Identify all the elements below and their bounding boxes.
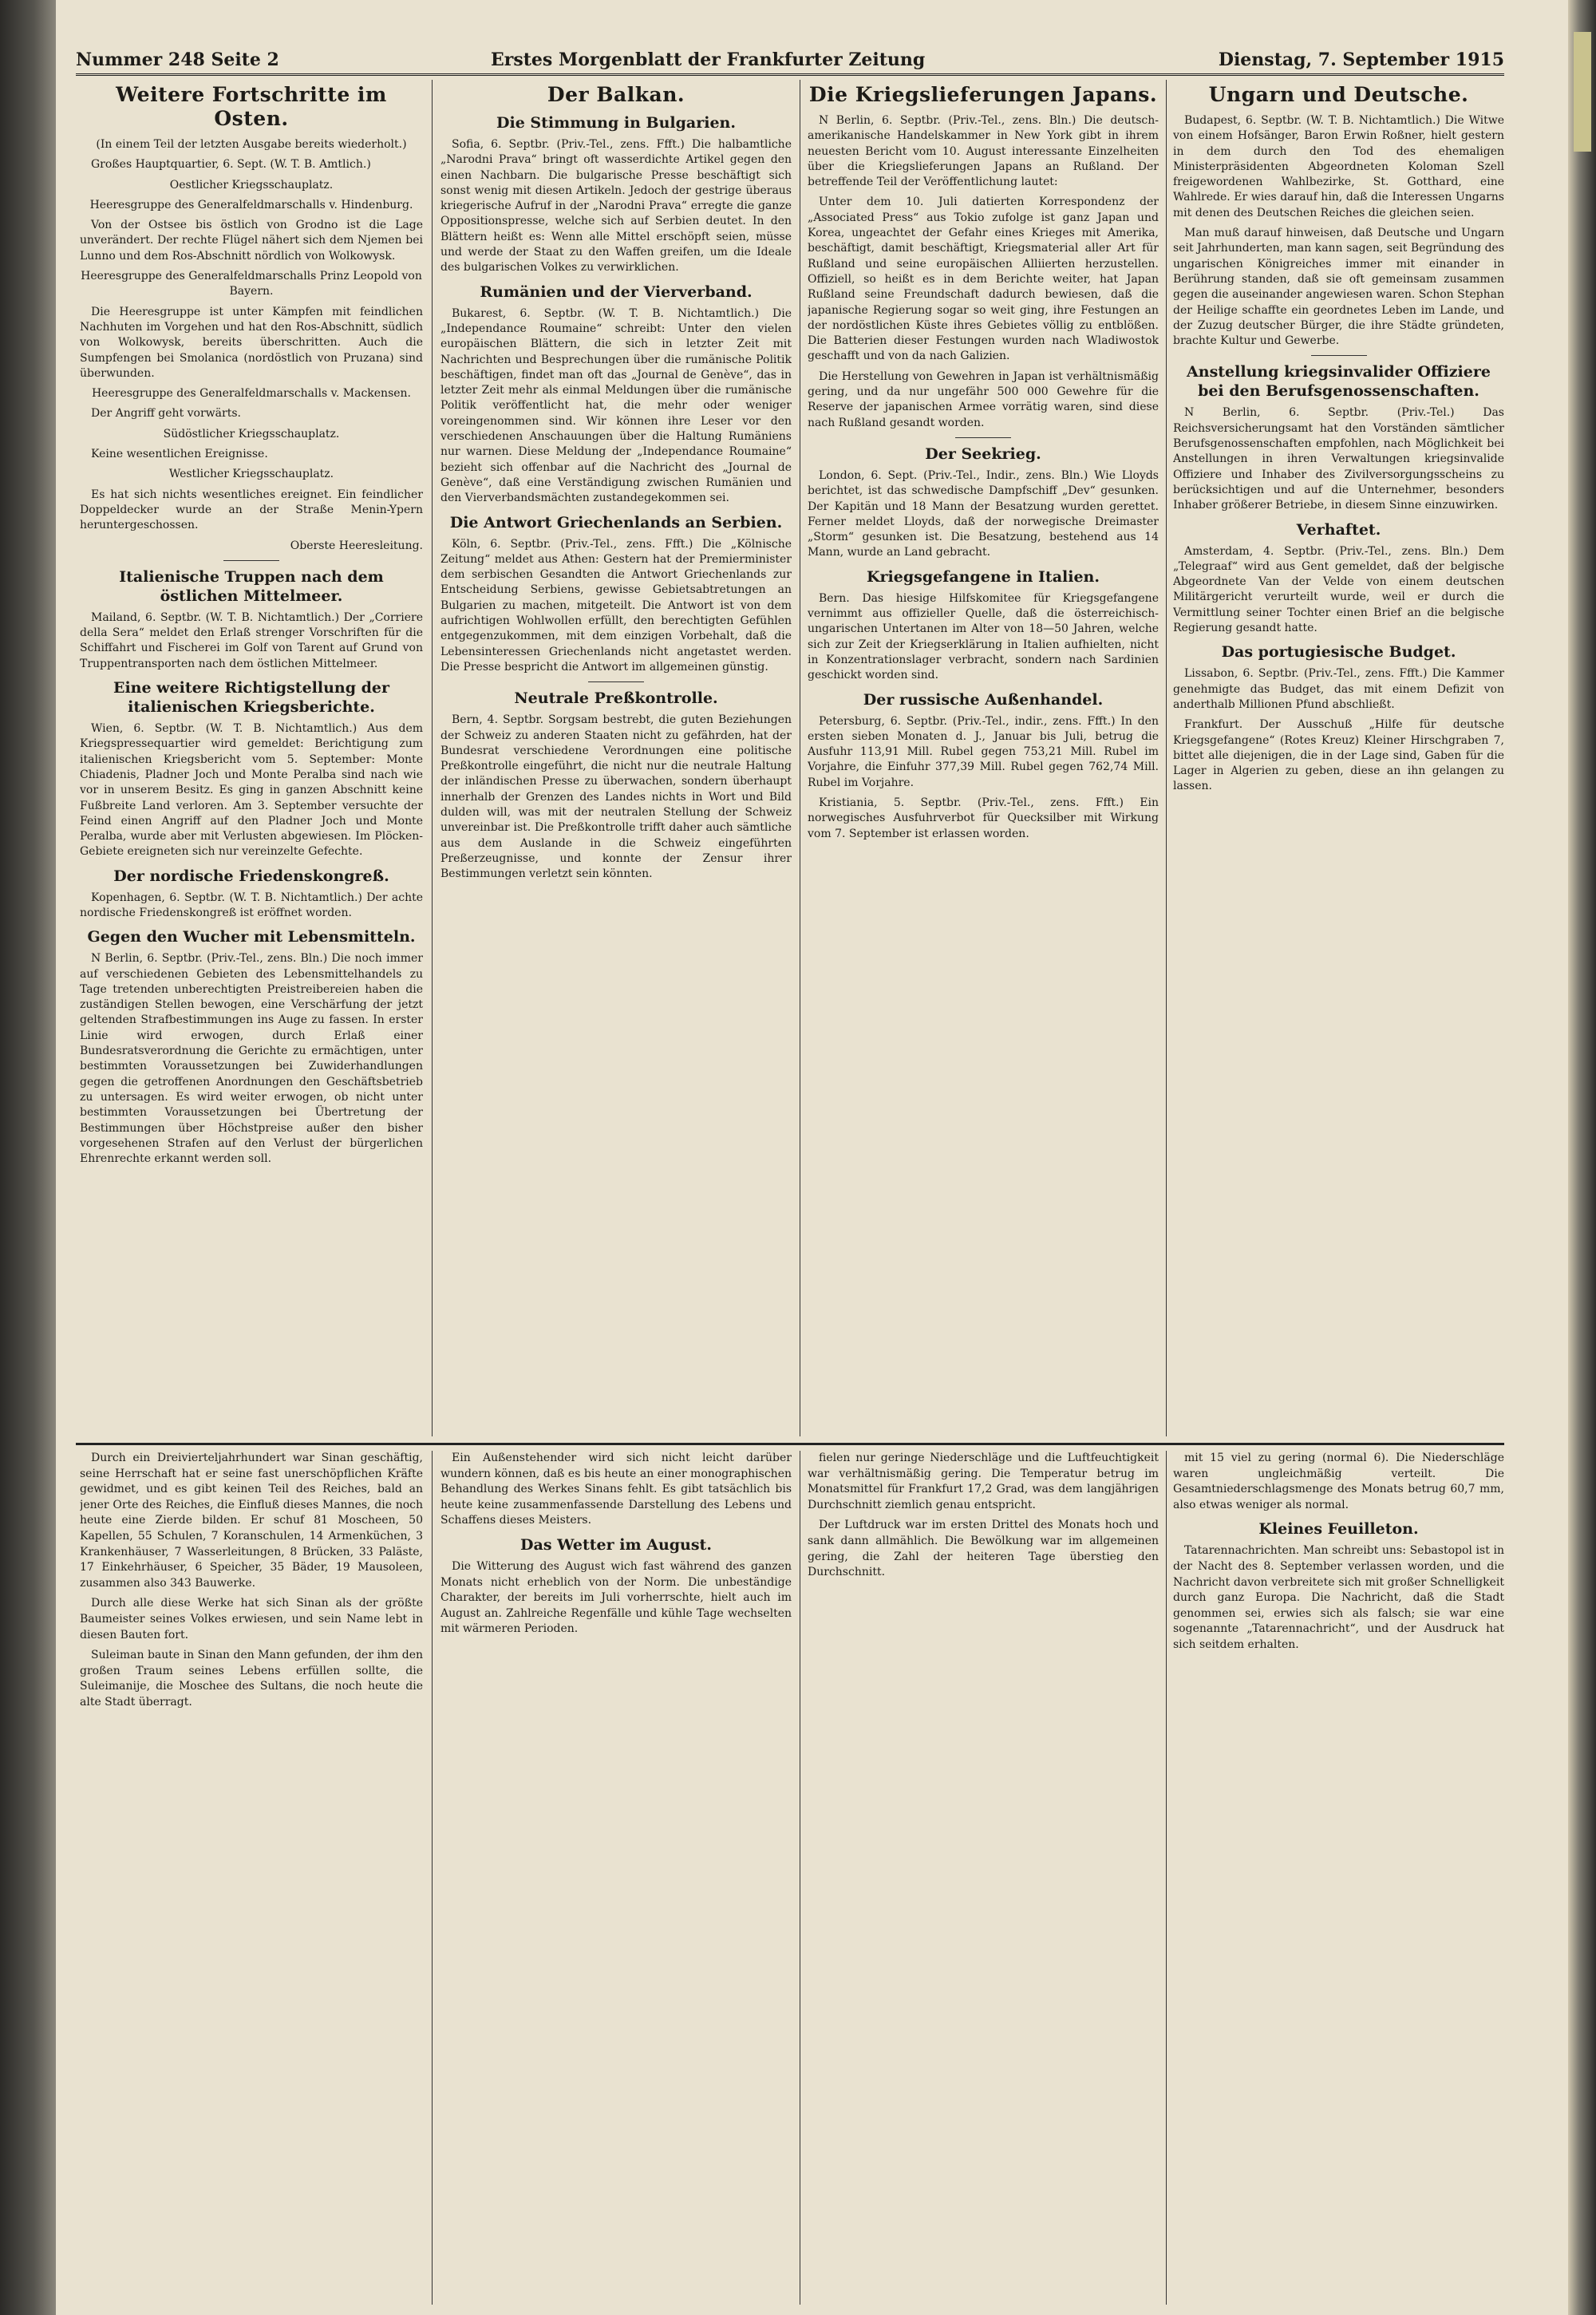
- subhead: Heeresgruppe des Generalfeldmarschalls v. Hindenburg.: [89, 198, 413, 211]
- feuilleton-column-3: [808, 1451, 1159, 2305]
- headline: Kriegsgefangene in Italien.: [867, 567, 1100, 586]
- divider: [223, 560, 279, 561]
- paragraph: Von der Ostsee bis östlich von Grodno ist die Lage unverändert. Der rechte Flügel nähert sich dem Njemen bei Lunno und dem Ros-Abschnitt nördlich von Wolkowysk.: [80, 219, 423, 263]
- headline: Ungarn und Deutsche.: [1208, 83, 1469, 106]
- paragraph: Großes Hauptquartier, 6. Sept. (W. T. B. Amtlich.): [91, 158, 371, 172]
- paragraph: Amsterdam, 4. Septbr. (Priv.-Tel., zens. Bln.) Dem „Telegraaf“ wird aus Gent gemeldet, daß der belgische Abgeordnete Van der Velde von einem deutschen Militärgericht verurteilt wurde, weil er durch die Vermittlung seiner Tochter einen Brief an die belgische Regierung gesandt hatte.: [1173, 544, 1504, 635]
- paragraph: Wien, 6. Septbr. (W. T. B. Nichtamtlich.) Aus dem Kriegspressequartier wird gemeldet: Berichtigung zum italienischen Kriegsbericht vom 5. September: Monte Chiadenis, Pladner Joch und Monte Peralba sind nach wie vor in unserem Besitz. Es ging in ganzen Abschnitt keine Fußbreite Land verloren. Am 3. September versuchte der Feind einen Angriff auf den Pladner Joch und Monte Peralba, wurde aber mit Verlusten abgewiesen. Im Plöcken-Gebiete ereigneten sich nur vereinzelte Gefechte.: [80, 722, 423, 859]
- paragraph: Durch ein Dreivierteljahrhundert war Sinan geschäftig, seine Herrschaft hat er seine fast unerschöpflichen Kräfte gewidmet, und es gibt keinen Teil des Reiches, bald an jener Orte des Reiches, die Einfluß dieses Mannes, die noch heute eine Zierde bilden. Er schuf 81 Moscheen, 50 Kapellen, 55 Schulen, 7 Koranschulen, 14 Armenküchen, 3 Krankenhäuser, 7 Wasserleitungen, 8 Brücken, 33 Paläste, 17 Einkehrhäuser, 6 Speicher, 35 Bäder, 19 Mausoleen, zusammen also 343 Bauwerke.: [80, 1452, 423, 1590]
- subhead: Heeresgruppe des Generalfeldmarschalls Prinz Leopold von Bayern.: [81, 270, 422, 298]
- column-rule: [1166, 80, 1167, 1436]
- issue-date: Dienstag, 7. September 1915: [1218, 49, 1504, 70]
- column-4: [1173, 80, 1504, 1436]
- column-2: [440, 80, 792, 1436]
- paragraph: Mailand, 6. Septbr. (W. T. B. Nichtamtlich.) Der „Corriere della Sera“ meldet den Erlaß strenger Vorschriften für die Schiffahrt und Fischerei im Golf von Tarent auf Grund von Truppentransporten nach dem östlichen Mittelmeer.: [80, 610, 423, 670]
- paragraph: N Berlin, 6. Septbr. (Priv.-Tel.) Das Reichsversicherungsamt hat den Vorständen sämtlicher Berufsgenossenschaften empfohlen, nach Möglichkeit bei Anstellungen in ihren Verwaltungen kriegsinvalide Offiziere und Inhaber des Zivilversorgungsscheins zu berücksichtigen und auf die Unternehmer, besonders Inhaber größerer Betriebe, in diesem Sinne einzuwirken.: [1173, 406, 1504, 512]
- page-edge: [1568, 0, 1596, 2315]
- paragraph: Die Witterung des August wich fast während des ganzen Monats nicht erheblich von der Norm. Die unbeständige Charakter, der bereits im Juli vorherrschte, hielt auch im August an. Zahlreiche Regenfälle und kühle Tage wechselten mit wärmeren Perioden.: [440, 1559, 792, 1636]
- paragraph: N Berlin, 6. Septbr. (Priv.-Tel., zens. Bln.) Die noch immer auf verschiedenen Gebieten des Lebensmittelhandels zu Tage tretenden unberechtigten Preistreibereien haben die zuständigen Stellen bewogen, eine Verschärfung der jetzt geltenden Strafbestimmungen ins Auge zu fassen. In erster Linie wird erwogen, durch Erlaß einer Bundesratsverordnung die Gerichte zu ermächtigen, unter bestimmten Voraussetzungen bei Zuwiderhandlungen gegen die getroffenen Anordnungen den Geschäftsbetrieb zu untersagen. Es wird weiter erwogen, ob nicht unter bestimmten Voraussetzungen bei Übertretung der Bestimmungen über Höchstpreise außer den bisher vorgesehenen Strafen auf den Verlust der bürgerlichen Ehrenrechte erkannt werden soll.: [80, 952, 423, 1166]
- subhead: Oestlicher Kriegsschauplatz.: [169, 178, 334, 192]
- paragraph: Bern, 4. Septbr. Sorgsam bestrebt, die guten Beziehungen der Schweiz zu anderen Staaten nicht zu gefährden, hat der Bundesrat verschiedene Verordnungen eine politische Preßkontrolle eingeführt, die nicht nur die neutrale Haltung der inländischen Presse zu überwachen, sondern überhaupt innerhalb der Grenzen des Landes nichts in Wort und Bild dulden will, was mit der neutralen Stellung der Schweiz unvereinbar ist. Die Preßkontrolle trifft daher auch sämtliche aus dem Auslande in die Schweiz eingeführten Preßerzeugnisse, und konnte der Zensur ihrer Bestimmungen verletzt sein könnten.: [440, 713, 792, 881]
- paragraph: Kopenhagen, 6. Septbr. (W. T. B. Nichtamtlich.) Der achte nordische Friedenskongreß ist eröffnet worden.: [80, 891, 423, 919]
- feuilleton-column-4: [1173, 1451, 1504, 2305]
- headline: Gegen den Wucher mit Lebensmitteln.: [87, 928, 416, 946]
- paragraph: Kristiania, 5. Septbr. (Priv.-Tel., zens. Ffft.) Ein norwegisches Ausfuhrverbot für Quecksilber mit Wirkung vom 7. September ist erlassen worden.: [808, 796, 1159, 840]
- book-binding: [0, 0, 56, 2315]
- page-header: [76, 49, 1504, 76]
- paragraph: Man muß darauf hinweisen, daß Deutsche und Ungarn seit Jahrhunderten, man kann sagen, seit Begründung des ungarischen Königreiches immer mit einander in Berührung standen, daß sie oft gemeinsam zusammen gegen die auseinander angewiesen waren. Schon Stephan der Heilige schaffte ein geordnetes Leben im Lande, und der Zuzug deutscher Bürger, die ihre Städte gründeten, brachte Kultur und Gewerbe.: [1173, 227, 1504, 348]
- paragraph: London, 6. Sept. (Priv.-Tel., Indir., zens. Bln.) Wie Lloyds berichtet, ist das schwedische Dampfschiff „Dev“ gesunken. Der Kapitän und 18 Mann der Besatzung wurden gerettet. Ferner meldet Lloyds, daß der norwegische Dreimaster „Storm“ gesunken ist. Die Besatzung, bestehend aus 14 Mann, wurde an Land gebracht.: [808, 468, 1159, 559]
- divider: [1311, 355, 1367, 356]
- paragraph: Unter dem 10. Juli datierten Korrespondenz der „Associated Press“ aus Tokio zufolge ist ganz Japan und Korea, ungeachtet der Gefahr eines Krieges mit Amerika, beschäftigt, damit beschäftigt, Kriegsmaterial aller Art für Rußland und seine europäischen Alliierten herzustellen. Offiziell, so heißt es in dem Berichte weiter, hat Japan Rußland seine Freundschaft dadurch bewiesen, daß die japanische Regierung sogar so weit ging, ihre Festungen an der nordöstlichen Küste ihres Gebietes völlig zu entblößen. Die Batterien dieser Festungen wurden nach Wladiwostok geschafft und von da nach Galizien.: [808, 196, 1159, 363]
- headline: Der Seekrieg.: [925, 444, 1041, 463]
- paragraph: Tatarennachrichten. Man schreibt uns: Sebastopol ist in der Nacht des 8. September verlassen worden, und die Nachricht davon verbreitete sich mit großer Schnelligkeit durch ganz Europa. Die Nachricht, daß die Stadt genommen sei, erwies sich als falsch; sie war eine sogenannte „Tatarennachricht“, und der Ausdruck hat sich seitdem erhalten.: [1173, 1544, 1504, 1651]
- paragraph: Der Angriff geht vorwärts.: [91, 407, 241, 421]
- headline: Verhaftet.: [1296, 520, 1381, 539]
- paragraph: Ein Außenstehender wird sich nicht leicht darüber wundern können, daß es bis heute an einer monographischen Behandlung des Werkes Sinans fehlt. Es gibt tatsächlich bis heute keine zusammenfassende Darstellung des Lebens und Schaffens dieses Meisters.: [440, 1452, 792, 1527]
- paragraph: fielen nur geringe Niederschläge und die Luftfeuchtigkeit war verhältnismäßig gering. Die Temperatur betrug im Monatsmittel für Frankfurt 17,2 Grad, was dem langjährigen Durchschnitt ziemlich genau entspricht.: [808, 1452, 1159, 1511]
- feuilleton-column-1: [80, 1451, 423, 2305]
- column-rule: [1166, 1451, 1167, 2305]
- headline: Neutrale Preßkontrolle.: [514, 689, 718, 708]
- paper-title: Erstes Morgenblatt der Frankfurter Zeitung: [491, 49, 926, 70]
- column-rule: [432, 1451, 433, 2305]
- paragraph: Frankfurt. Der Ausschuß „Hilfe für deutsche Kriegsgefangene“ (Rotes Kreuz) Kleiner Hirschgraben 7, bittet alle diejenigen, die in der Lage sind, Gaben für die Lager in Algerien zu geben, diese an ihn gelangen zu lassen.: [1173, 718, 1504, 793]
- paragraph: N Berlin, 6. Septbr. (Priv.-Tel., zens. Bln.) Die deutsch-amerikanische Handelskammer in New York gibt in ihrem neuesten Bericht vom 10. August interessante Einzelheiten über die Kriegslieferungen Japans an Rußland. Der betreffende Teil der Veröffentlichung lautet:: [808, 114, 1159, 189]
- headline: Das Wetter im August.: [520, 1535, 712, 1554]
- paragraph: Bern. Das hiesige Hilfskomitee für Kriegsgefangene vernimmt aus offizieller Quelle, daß die österreichisch-ungarischen Untertanen im Alter von 18—50 Jahren, welche sich zur Zeit der Kriegserklärung in Italien aufhielten, nicht in Konzentrationslager verbracht, sondern nach Sardinien geschickt worden sind.: [808, 591, 1159, 682]
- headline: Kleines Feuilleton.: [1258, 1520, 1419, 1539]
- page-tab: [1574, 32, 1591, 152]
- headline: Rumänien und der Vierverband.: [480, 282, 753, 301]
- note: (In einem Teil der letzten Ausgabe bereits wiederholt.): [96, 138, 407, 151]
- column-1: [80, 80, 423, 1436]
- paragraph: Der Luftdruck war im ersten Drittel des Monats hoch und sank dann allmählich. Die Bewölkung war im allgemeinen gering, die Zahl der heiteren Tage überstieg den Durchschnitt.: [808, 1519, 1159, 1579]
- feuilleton-rule: [76, 1443, 1504, 1445]
- headline: Weitere Fortschritte im Osten.: [116, 83, 387, 130]
- headline: Der russische Außenhandel.: [863, 690, 1104, 709]
- paragraph: Köln, 6. Septbr. (Priv.-Tel., zens. Ffft.) Die „Kölnische Zeitung“ meldet aus Athen: Gestern hat der Premierminister dem serbischen Gesandten die Antwort Griechenlands zur Entscheidung Serbiens, gewisse Gebietsabtretungen an Bulgarien zu machen, mitgeteilt. Die Antwort ist von dem aufrichtigen Wohlwollen erfüllt, den berechtigten Gefühlen entgegenzukommen, mit dem einzigen Vorbehalt, daß die Lebensinteressen Griechenlands nicht angetastet werden. Die Presse bespricht die Antwort im allgemeinen günstig.: [440, 537, 792, 674]
- headline: Die Antwort Griechenlands an Serbien.: [449, 513, 783, 531]
- paragraph: mit 15 viel zu gering (normal 6). Die Niederschläge waren ungleichmäßig verteilt. Die Gesamtniederschlagsmenge des Monats betrug 60,7 mm, also etwas weniger als normal.: [1173, 1452, 1504, 1511]
- headline: Der nordische Friedenskongreß.: [113, 867, 389, 885]
- divider: [955, 437, 1011, 438]
- headline: Anstellung kriegsinvalider Offiziere bei den Berufsgenossenschaften.: [1187, 363, 1491, 401]
- subhead: Westlicher Kriegsschauplatz.: [168, 468, 334, 481]
- headline: Eine weitere Richtigstellung der italienischen Kriegsberichte.: [113, 679, 390, 717]
- headline: Italienische Truppen nach dem östlichen Mittelmeer.: [119, 567, 384, 605]
- paragraph: Lissabon, 6. Septbr. (Priv.-Tel., zens. Ffft.) Die Kammer genehmigte das Budget, das mit einem Defizit von anderthalb Millionen Pfund abschließt.: [1173, 667, 1504, 711]
- paragraph: Die Herstellung von Gewehren in Japan ist verhältnismäßig gering, und da nur ungefähr 500 000 Gewehre für die Reserve der japanischen Armee vorrätig waren, sind diese nach Rußland gesandt worden.: [808, 369, 1159, 429]
- headline: Die Stimmung in Bulgarien.: [496, 114, 736, 132]
- paragraph: Keine wesentlichen Ereignisse.: [91, 448, 268, 461]
- headline: Das portugiesische Budget.: [1221, 643, 1456, 662]
- paragraph: Die Heeresgruppe ist unter Kämpfen mit feindlichen Nachhuten im Vorgehen und hat den Ros-Abschnitt, südlich von Wolkowysk, bereits überschritten. Auch die Sumpfengen bei Smolanica (nordöstlich von Pruzana) sind überwunden.: [80, 305, 423, 380]
- headline: Die Kriegslieferungen Japans.: [808, 83, 1158, 106]
- signature: Oberste Heeresleitung.: [290, 539, 423, 552]
- paragraph: Sofia, 6. Septbr. (Priv.-Tel., zens. Ffft.) Die halbamtliche „Narodni Prava“ bringt oft wasserdichte Artikel gegen den einen Nachbarn. Die bulgarische Presse beschäftigt sich sonst wenig mit diesen Artikeln. Jedoch der gestrige überaus kriegerische Aufruf in der „Narodni Prava“ erregte die ganze Oppositionspresse, welche sich auf Serbien deutet. In den Blättern heißt es: Wenn alle Mittel erschöpft seien, müsse und werde der Staat zu den Waffen greifen, um die Ideale des bulgarischen Volkes zu verwirklichen.: [440, 138, 792, 275]
- paragraph: Petersburg, 6. Septbr. (Priv.-Tel., indir., zens. Ffft.) In den ersten sieben Monaten d. J., Januar bis Juli, betrug die Ausfuhr 113,91 Mill. Rubel gegen 753,21 Mill. Rubel im Vorjahre, die Einfuhr 377,39 Mill. Rubel gegen 762,74 Mill. Rubel im Vorjahre.: [808, 714, 1159, 789]
- column-rule: [432, 80, 433, 1436]
- paragraph: Budapest, 6. Septbr. (W. T. B. Nichtamtlich.) Die Witwe von einem Hofsänger, Baron Erwin Roßner, hielt gestern in dem durch den Tod des ehemaligen Ministerpräsidenten Abgeordneten Koloman Szell freigewordenen Wahlbezirke, St. Gotthard, eine Wahlrede. Er wies darauf hin, daß die Interessen Ungarns mit denen des Deutschen Reiches die gleichen seien.: [1173, 114, 1504, 219]
- paragraph: Bukarest, 6. Septbr. (W. T. B. Nichtamtlich.) Die „Independance Roumaine“ schreibt: Unter den vielen europäischen Blättern, die sich in letzter Zeit mit Nachrichten und Besprechungen über die rumänische Politik beschäftigen, findet man oft das „Journal de Genève“, das in letzter Zeit mehr als einmal Meldungen über die rumänische Politik veröffentlicht hat, die mehr oder weniger voreingenommen sind. Wir können ihre Leser vor den verschiedenen Anschauungen über die Haltung Rumäniens nur warnen. Diese Meldung der „Independance Roumaine“ bezieht sich offenbar auf die Nachricht des „Journal de Genève“, daß eine Verständigung zwischen Rumänien und den Vierverbandsmächten zustandegekommen sei.: [440, 306, 792, 505]
- feuilleton-column-2: [440, 1451, 792, 2305]
- column-3: [808, 80, 1159, 1436]
- paragraph: Suleiman baute in Sinan den Mann gefunden, der ihm den großen Traum seines Lebens erfüllen sollte, die Suleimanije, die Moschee des Sultans, die noch heute die alte Stadt überragt.: [80, 1649, 423, 1709]
- headline: Der Balkan.: [547, 83, 685, 106]
- divider: [588, 681, 644, 682]
- issue-number: Nummer 248 Seite 2: [76, 49, 279, 70]
- paragraph: Durch alle diese Werke hat sich Sinan als der größte Baumeister seines Volkes erwiesen, und sein Name lebt in diesen Bauten fort.: [80, 1597, 423, 1641]
- paragraph: Es hat sich nichts wesentliches ereignet. Ein feindlicher Doppeldecker wurde an der Straße Menin-Ypern heruntergeschossen.: [80, 488, 423, 532]
- subhead: Heeresgruppe des Generalfeldmarschalls v. Mackensen.: [91, 387, 412, 401]
- subhead: Südöstlicher Kriegsschauplatz.: [163, 427, 340, 440]
